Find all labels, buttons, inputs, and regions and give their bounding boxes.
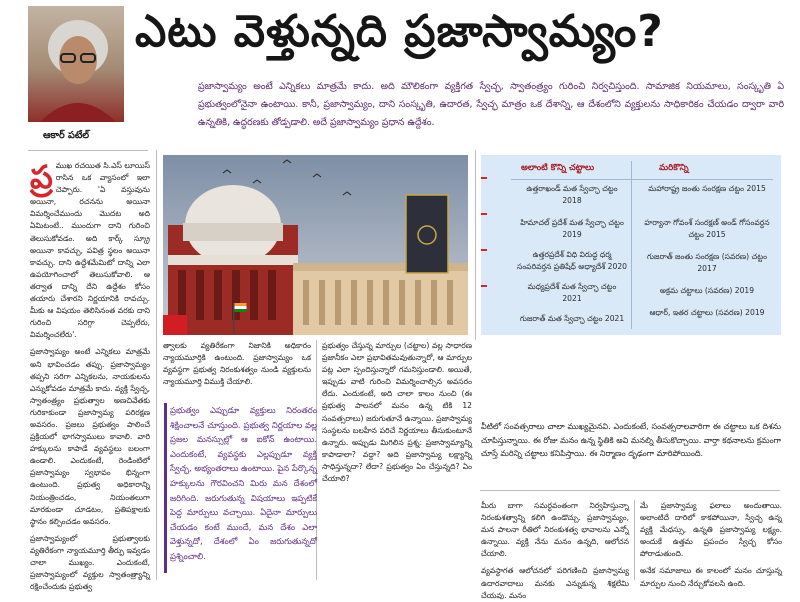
paragraph: ప్రభుత్వం చేస్తున్న మార్పుల (చట్టాల) వల్ల సాధారణ ప్రజానీకం ఎలా ప్రభావితమవుతున్నారో, ఆ మార్పుల పట్ల ఎలా స్పందిస్తున్నారో గమనిస్తుండాలి. అయితే, ఇప్పుడు వాటి గురించి విమర్శించాల్సిన అవసరం లేదు. ఎందుకంటే, అది చాలా కాలం నుంచి (ఈ ప్రభుత్వ పాలనలో మనం ఉన్న టికి 12 సంవత్సరాలు) జరుగుతూనే ఉన్నాయి. ప్రజాస్వామ్య సంస్థలను బలహీన పరిచే నిర్ణయాలు తీసుకుంటూనే ఉన్నారు. అప్పుడు మిగిలిన ప్రశ్న: ప్రజాస్వామ్యాన్ని కాపాడాలా? వద్దా? అది ప్రజాస్వామ్య లక్ష్యాన్ని సాధిస్తున్నదా? లేదా? ప్రభుత్వం ఏం చేస్తున్నది? ఏం చేయాలి? xyxy=(322,341,472,484)
author-portrait-icon xyxy=(28,6,124,122)
paragraph: త్వాలకు వ్యతిరేకంగా నిజానికి అధికారం న్యాయమూర్తికి ఉంటుంది. ప్రజాస్వామ్యం ఒక వ్యవస్థగా ప్రభుత్వ నిరంకుశత్వం నుండి వ్యక్తులను న్యాయమూర్తి విముక్తి చేయాలి. xyxy=(163,341,311,387)
table-cell: అక్రమ చట్టాలు (సవరణ) 2019 xyxy=(659,286,755,295)
table-rule xyxy=(511,179,773,180)
table-divider xyxy=(631,161,632,329)
article-column-4 xyxy=(481,500,629,602)
author-byline: ఆకార్ పటేల్ xyxy=(43,130,90,141)
byline-divider xyxy=(28,150,148,151)
table-marker xyxy=(481,249,487,251)
drop-cap: ప్ర xyxy=(30,158,53,196)
table-cell: ఉత్తరాఖండ్ మత స్వేచ్ఛా చట్టం 2018 xyxy=(526,184,618,205)
table-cell: హర్యానా గోవంశ్ సంరక్షణ్ అండ్ గోసంవర్ధన చట్టం 2015 xyxy=(644,218,770,239)
paragraph: అనేక సమాజాలు ఈ కాలంలో మనం చూస్తున్న మార్పుల నుంచి నేర్చుకోవలసి ఉంది. xyxy=(640,566,782,588)
table-cell: మహారాష్ట్ర జంతు సంరక్షణ చట్టం 2015 xyxy=(648,184,766,193)
article-column-2 xyxy=(163,340,311,388)
paragraph: వీటిలో సంవత్సరాలు చాలా ముఖ్యమైనవి. ఎందుకంటే, సంవత్సరాలవారిగా ఈ చట్టాలు ఒక దిశను చూపిస్తున్నాయి. ఈ రోజు మనం ఉన్న స్థితికి అవి మనల్ని తీసుకొచ్చాయి. వార్తా కథనాలను క్రమంగా చూస్తే మరిన్ని చట్టాలు కనిపిస్తాయి. ఈ నిర్మాణం దృఢంగా మారిపోయింది. xyxy=(481,422,781,458)
intro-paragraph: ప్రజాస్వామ్యం అంటే ఎన్నికలు మాత్రమే కాదు. అది మౌలికంగా వ్యక్తిగత స్వేచ్ఛ, స్వాతంత్ర్యం గురించి నిర్వచిస్తుంది. సామాజిక నియమాలు, సంస్కృతి ఏ ప్రభుత్వంలోనైనా ఉంటాయి. కానీ, ప్రజాస్వామ్యం, దాని సంస్కృతి, ఉదారత, స్వేచ్ఛ మాత్రం ఒక దేశాన్ని, ఆ దేశంలోని వ్యక్తులను సాధికారికం చేయడం ద్వారా వారి ఉన్నతికి, ఉద్ధరణకు తోడ్పడాలి. అదే ప్రజాస్వామ్యం ప్రధాన ఉద్దేశం. xyxy=(198,81,784,128)
table-cell: హిమాచల్ ప్రదేశ్ మత స్వేచ్ఛా చట్టం 2019 xyxy=(520,218,624,239)
article-column-3 xyxy=(322,340,472,485)
column-divider xyxy=(634,500,635,580)
paragraph: ప్రజాస్వామ్యం అంటే ఎన్నికలు మాత్రమే అని భావించడం తప్పు. ప్రజాస్వామ్యం తప్పని సరిగా ఎన్నికలను, నాయకులను ఎన్నుకోవడం మాత్రమే కాదు. వ్యక్తి స్వేచ్ఛ, స్వాతంత్ర్యం ప్రభుత్వాల అణచివేతకు గురికాకుండా ప్రజాస్వామ్య పరిరక్షణ అవసరం. ప్రజలు ప్రభుత్వం పాలించే ప్రక్రియలో భాగస్వాములు కావాలి. వారి హక్కులను కాపాడే వ్యవస్థలు బలంగా ఉండాలి. ఎందుకంటే, రెండింటిలో ప్రజాస్వామ్యం స్వభావం భిన్నంగా ఉంటుంది. ప్రభుత్వ అధికారాన్ని నియంత్రించడం, నియంతలుగా మారకుండా చూడటం, ప్రతిపక్షాలకు స్థానం కల్పించడం అవసరం. xyxy=(30,347,150,526)
section-divider xyxy=(480,490,780,491)
paragraph: ప్రజాస్వామ్యంలో ప్రభుత్వాలకు వ్యతిరేకంగా న్యాయమూర్తి తీర్పు ఇవ్వడం చాలా ముఖ్యం. ఎందుకంటే, ప్రజాస్వామ్యంలో వ్యక్తుల స్వాతంత్ర్యాన్ని రక్షించేందుకు ప్రభుత్వ xyxy=(30,533,150,592)
table-marker xyxy=(481,177,487,179)
table-cell: ఆధార్, ఇతర చట్టాలు (సవరణ) 2019 xyxy=(649,308,765,317)
table-heading-left: అలాంటి కొన్ని చట్టాలు xyxy=(521,163,595,173)
author-photo xyxy=(28,6,124,122)
article-column-5 xyxy=(640,500,782,590)
paragraph: వ్యవస్థాగత ఆలోచనలో పరిగణించి ప్రజాస్వామ్య ఉదారవాదాలు మనకు ఎన్నుకున్న శిక్షలేమి చేయవు. మనం xyxy=(481,566,629,600)
page-title: ఎటు వెళ్తున్నది ప్రజాస్వామ్యం? xyxy=(135,6,664,57)
table-marker xyxy=(481,285,487,287)
table-cell: గుజరాత్ మత స్వేచ్ఛా చట్టం 2021 xyxy=(519,314,625,323)
parliament-illustration xyxy=(163,155,468,335)
pull-quote: ప్రభుత్వం ఎప్పుడూ వ్యక్తులు నిరంతరం శిక్షించాలనే చూస్తుంది. ప్రభుత్వ నిర్ణయాల వల్ల ప్రజల మనస్సుల్లో ఆ ఐకోన్ ఉంటాయి. ఎందుకంటే, వ్యవస్థకు ఎల్లప్పుడూ వ్యక్తి స్వేచ్ఛ, అభ్యంతరాలు ఉంటాయి. పైన పేర్కొన్న హక్కులను గౌరవించని మిరు మన దేశంలో జరిగింది. జరుగుతున్న విషయాలు ఇప్పటికే పెద్ద మార్పులు వచ్చాయి. ఏదైనా మార్పులు చేయడం కంటే ముందే, మన దేశం ఎలా వెళ్తున్నదో, దేశంలో ఏం జరుగుతున్నదో ప్రశ్నించాలి. xyxy=(170,405,317,561)
laws-summary xyxy=(481,420,781,461)
paragraph: మే ప్రజాస్వామ్య ఫలాలు అందుతాయి. అలాంటిదే దారిలో కాకపోయినా, స్వేచ్ఛ ఉన్న వ్యక్తి మేధస్సు, ఉన్నతి ప్రజాస్వామ్య లక్ష్యం. అందుకే ఉత్తమ ప్రపంచం స్వేచ్ఛ కోసం పోరాడుతుంది. xyxy=(640,501,782,559)
column-divider xyxy=(475,150,476,340)
table-marker xyxy=(481,213,487,215)
paragraph: ముఖ రచయిత సి.ఎస్ లూయిస్ రాసిన ఒక వ్యాసంలో ఇలా చెప్పారు. 'ఏ వస్తువును అయినా, రచనను అయినా విమర్శించేముందు మొదట అది ఏమిటంటే.. ముందుగా దాని గురించి తెలుసుకోవడం. అది కార్క్ స్క్రూ అయినా కావచ్చు, పవిత్ర స్థలం అయినా కావచ్చు. దాని ఉద్దేశమేమిటో దాన్ని ఎలా ఉపయోగించాలో తెలుసుకోవాలి. ఆ తర్వాత దాన్ని దేని ఉద్దేశం కోసం తయారు చేశారని నిర్ణయానికి రావచ్చు. మీకు ఆ విషయం తెలిసినంత వరకు దాని గురించి సరిగ్గా చెప్పలేరు, విమర్శించలేరు'. xyxy=(30,161,150,340)
table-heading-right: మరికొన్ని xyxy=(659,163,689,173)
table-cell: మధ్యప్రదేశ్ మత స్వేచ్ఛా చట్టం 2021 xyxy=(527,282,617,303)
table-cell: ఉత్తరప్రదేశ్ విధి విరుద్ధ ధర్మ సంపరివర్తన ప్రతిషేధ్ అధ్యాదేశ్ 2020 xyxy=(517,250,627,271)
paragraph: మీరు బాగా సమర్ధవంతంగా నిర్వహిస్తున్నా నిరంకుశత్వాన్ని కలిగి ఉండొచ్చు. ప్రజాస్వామ్యం, మన పాలనా రీతిలో నిరంకుశత్వ భావాలను ఎన్నో ఉన్నాయి. వ్యక్తి నేను మనం ఉన్నది, ఆలోచన చేయాలి. xyxy=(481,501,629,559)
parliament-court-icon xyxy=(163,155,468,335)
column-divider xyxy=(156,150,157,580)
article-column-1 xyxy=(30,160,150,593)
laws-table xyxy=(481,155,781,335)
table-cell: గుజరాత్ జంతు సంరక్షణ (సవరణ) చట్టం 2017 xyxy=(646,252,768,273)
